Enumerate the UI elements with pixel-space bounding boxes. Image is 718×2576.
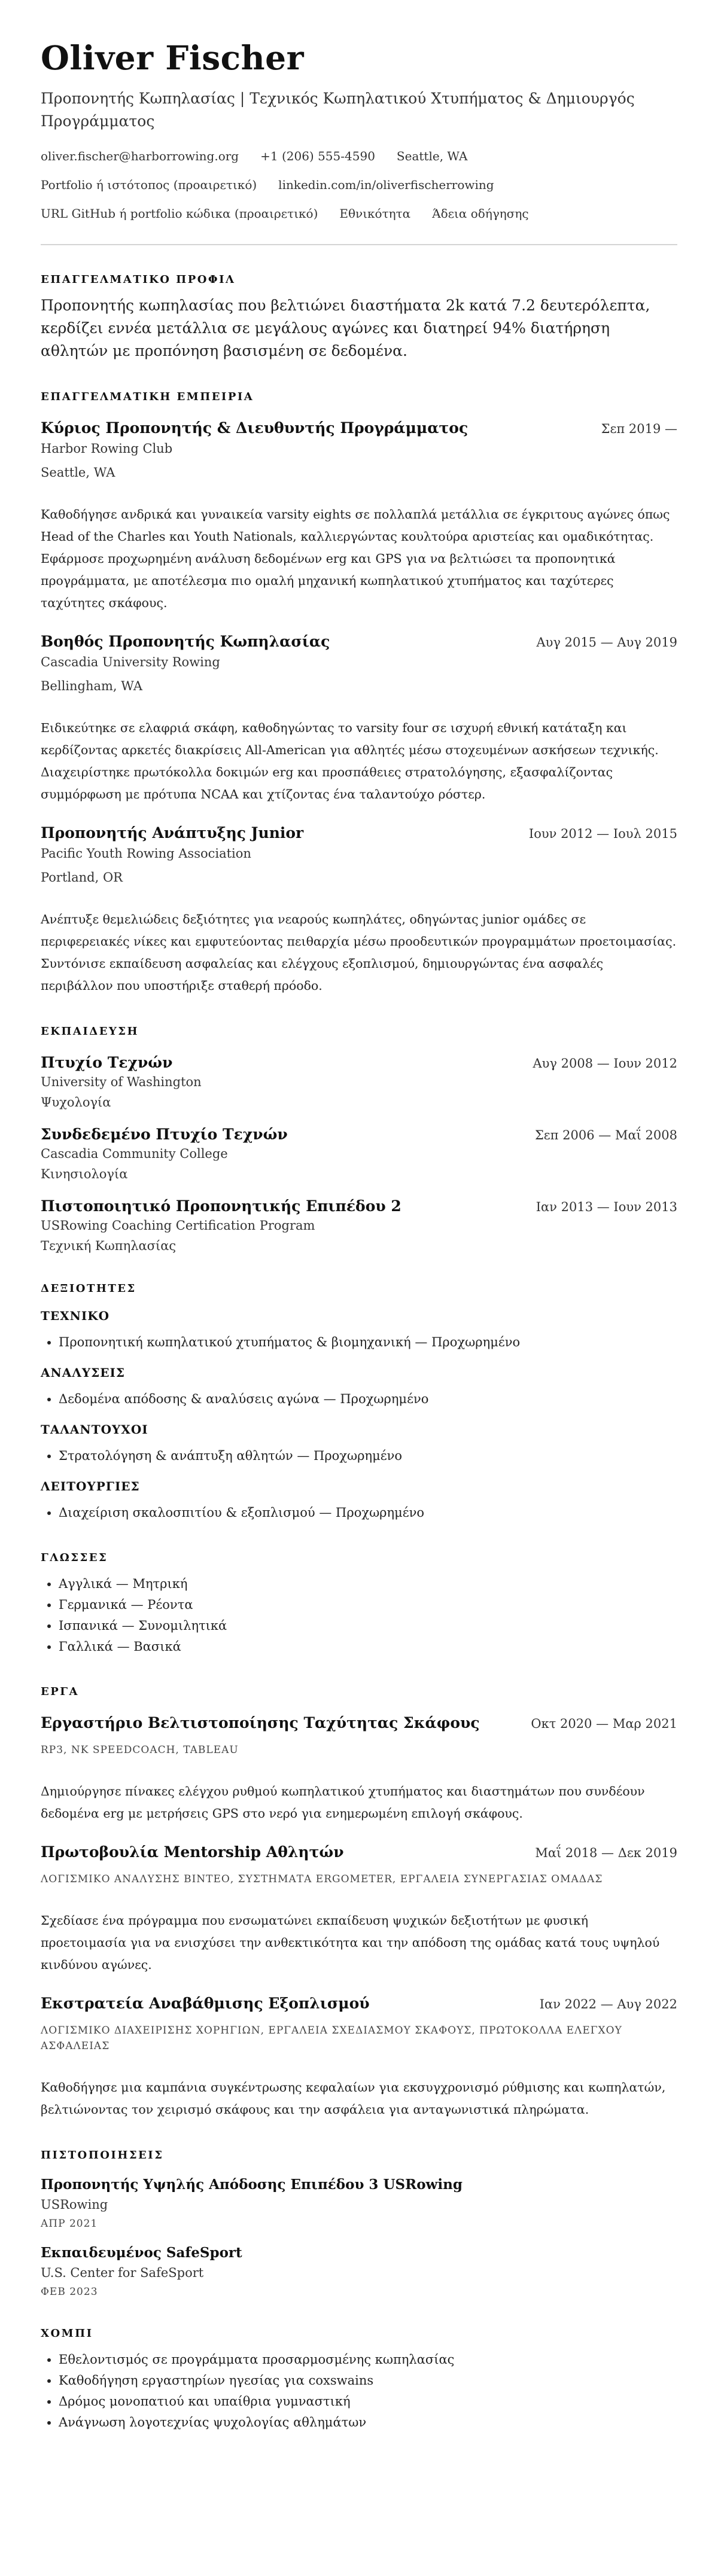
header-divider (41, 244, 677, 245)
certification-entry (41, 2244, 677, 2299)
project-description: Σχεδίασε ένα πρόγραμμα που ενσωματώνει εκπαίδευση ψυχικών δεξιοτήτων με φυσική προετοιμασία για να ενισχύσει την ανθεκτικότητα και την απόδοση της ομάδας κατά τους υψηλού κινδύνου αγώνες. (41, 1913, 660, 1972)
resume-header (41, 37, 677, 221)
project-name: Εργαστήριο Βελτιστοποίησης Ταχύτητας Σκάφους (41, 1714, 480, 1731)
job-employer: Pacific Youth Rowing Association (41, 846, 251, 861)
skill-group-name: ΤΕΧΝΙΚΟ (41, 1309, 110, 1323)
certification-issuer: USRowing (41, 2197, 108, 2212)
summary-text: Προπονητής κωπηλασίας που βελτιώνει διαστήματα 2k κατά 7.2 δευτερόλεπτα, κερδίζει εννέα μετάλλια σε μεγάλους αγώνες και διατηρεί 94% διατήρηση αθλητών με προπόνηση βασισμένη σε δεδομένα. (41, 297, 650, 359)
section-title-education: ΕΚΠΑΙΔΕΥΣΗ (41, 1025, 139, 1038)
list-item: • Δρόμος μονοπατιού και υπαίθρια γυμναστική (59, 2391, 677, 2412)
list-item: • Εθελοντισμός σε προγράμματα προσαρμοσμένης κωπηλασίας (59, 2349, 677, 2370)
project-entry (41, 1843, 677, 1976)
job-employer: Harbor Rowing Club (41, 441, 173, 456)
job-dates: Ιουν 2012 — Ιουλ 2015 (528, 827, 677, 841)
project-tech: ΛΟΓΙΣΜΙΚΟ ΔΙΑΧΕΙΡΙΣΗΣ ΧΟΡΗΓΙΩΝ, ΕΡΓΑΛΕΙΑ ΣΧΕΔΙΑΣΜΟΥ ΣΚΑΦΟΥΣ, ΠΡΩΤΟΚΟΛΛΑ ΕΛΕΓΧΟΥ ΑΣΦΑΛΕΙΑΣ (41, 2025, 622, 2052)
job-employer: Cascadia University Rowing (41, 655, 220, 669)
contact-row-1 (41, 148, 677, 164)
contact-phone[interactable]: +1 (206) 555-4590 (260, 149, 375, 163)
summary-section (41, 273, 677, 362)
job-location: Bellingham, WA (41, 679, 142, 693)
contact-row-3 (41, 206, 677, 221)
job-title: Κύριος Προπονητής & Διευθυντής Προγράμματος (41, 419, 468, 437)
skill-group (41, 1308, 677, 1353)
list-item: • Γαλλικά — Βασικά (59, 1636, 677, 1657)
section-title-languages: ΓΛΩΣΣΕΣ (41, 1551, 108, 1564)
experience-entry (41, 824, 677, 997)
study-field: Κινησιολογία (41, 1167, 128, 1181)
certification-date: ΦΕΒ 2023 (41, 2286, 98, 2298)
list-item: • Αγγλικά — Μητρική (59, 1574, 677, 1595)
contact-portfolio[interactable]: Portfolio ή ιστότοπος (προαιρετικό) (41, 178, 257, 192)
experience-entry (41, 419, 677, 614)
skills-section (41, 1282, 677, 1523)
section-title-experience: ΕΠΑΓΓΕΛΜΑΤΙΚΗ ΕΜΠΕΙΡΙΑ (41, 391, 254, 403)
skill-group-name: ΑΝΑΛΥΣΕΙΣ (41, 1365, 125, 1380)
project-entry (41, 1714, 677, 1825)
section-title-projects: ΕΡΓΑ (41, 1685, 79, 1698)
degree-title: Συνδεδεμένο Πτυχίο Τεχνών (41, 1126, 288, 1143)
certification-entry (41, 2176, 677, 2231)
job-description: Καθοδήγησε ανδρικά και γυναικεία varsity eights σε πολλαπλά μετάλλια σε έγκριτους αγώνες όπως Head of the Charles και Youth Nationals, καλλιεργώντας κουλτούρα αριστείας και ομαδικότητας. Εφάρμοσε προχωρημένη ανάλυση δεδομένων erg και GPS για να βελτιώσει τα προπονητικά προγράμματα, με αποτέλεσμα πιο ομαλή μηχανική κωπηλατικού χτυπήματος και ταχύτερες ταχύτητες σκάφους. (41, 507, 670, 610)
skill-group (41, 1422, 677, 1467)
project-name: Εκστρατεία Αναβάθμισης Εξοπλισμού (41, 1995, 370, 2012)
job-title: Προπονητής Ανάπτυξης Junior (41, 824, 304, 842)
school-name: USRowing Coaching Certification Program (41, 1218, 315, 1233)
section-title-summary: ΕΠΑΓΓΕΛΜΑΤΙΚΟ ΠΡΟΦΙΛ (41, 273, 236, 286)
job-location: Portland, OR (41, 870, 123, 885)
contact-location: Seattle, WA (396, 149, 468, 163)
study-field: Τεχνική Κωπηλασίας (41, 1239, 177, 1253)
project-description: Δημιούργησε πίνακες ελέγχου ρυθμού κωπηλατικού χτυπήματος και διαστημάτων που συνδέουν δεδομένα erg με μετρήσεις GPS στο νερό για ενημερωμένη επιλογή σκάφους. (41, 1784, 645, 1821)
skill-group (41, 1365, 677, 1410)
list-item: • Ισπανικά — Συνομιλητικά (59, 1615, 677, 1636)
degree-dates: Σεπ 2006 — Μαΐ 2008 (534, 1128, 677, 1142)
study-field: Ψυχολογία (41, 1095, 111, 1109)
candidate-headline: Προπονητής Κωπηλασίας | Τεχνικός Κωπηλατικού Χτυπήματος & Δημιουργός Προγράμματος (41, 90, 635, 130)
job-description: Ανέπτυξε θεμελιώδεις δεξιότητες για νεαρούς κωπηλάτες, οδηγώντας junior ομάδες σε περιφερειακές νίκες και εμφυτεύοντας πειθαρχία μέσω προοδευτικών προγραμμάτων προετοιμασίας. Συντόνισε εκπαίδευση ασφαλείας και ελέγχους εξοπλισμού, δημιουργώντας ένα ασφαλές περιβάλλον που υποστήριξε σταθερή πρόοδο. (41, 912, 677, 993)
list-item: • Καθοδήγηση εργαστηρίων ηγεσίας για coxswains (59, 2370, 677, 2391)
education-section (41, 1025, 677, 1254)
contact-nationality: Εθνικότητα (339, 206, 411, 221)
education-entry (41, 1197, 677, 1254)
project-dates: Ιαν 2022 — Αυγ 2022 (539, 1997, 677, 2011)
hobbies-section (41, 2327, 677, 2433)
job-dates: Σεπ 2019 — (601, 422, 677, 436)
school-name: Cascadia Community College (41, 1147, 228, 1161)
list-item: • Δεδομένα απόδοσης & αναλύσεις αγώνα — Προχωρημένο (59, 1389, 677, 1410)
projects-section (41, 1685, 677, 2121)
contact-row-2 (41, 177, 677, 193)
project-dates: Μαΐ 2018 — Δεκ 2019 (535, 1846, 677, 1860)
list-item: • Διαχείριση σκαλοσπιτίου & εξοπλισμού — Προχωρημένο (59, 1502, 677, 1523)
project-dates: Οκτ 2020 — Μαρ 2021 (531, 1717, 677, 1731)
job-title: Βοηθός Προπονητής Κωπηλασίας (41, 633, 330, 650)
certification-issuer: U.S. Center for SafeSport (41, 2266, 204, 2280)
section-title-skills: ΔΕΞΙΟΤΗΤΕΣ (41, 1282, 136, 1295)
section-title-certifications: ΠΙΣΤΟΠΟΙΗΣΕΙΣ (41, 2149, 164, 2162)
education-entry (41, 1125, 677, 1182)
certifications-section (41, 2148, 677, 2299)
project-tech: ΛΟΓΙΣΜΙΚΟ ΑΝΑΛΥΣΗΣ ΒΙΝΤΕΟ, ΣΥΣΤΗΜΑΤΑ ERGOMETER, ΕΡΓΑΛΕΙΑ ΣΥΝΕΡΓΑΣΙΑΣ ΟΜΑΔΑΣ (41, 1873, 603, 1885)
language-list (41, 1574, 677, 1657)
education-entry (41, 1053, 677, 1111)
project-name: Πρωτοβουλία Mentorship Αθλητών (41, 1843, 344, 1861)
skill-group-name: ΤΑΛΑΝΤΟΥΧΟΙ (41, 1422, 148, 1437)
contact-github[interactable]: URL GitHub ή portfolio κώδικα (προαιρετικό) (41, 206, 318, 221)
degree-dates: Αυγ 2008 — Ιουν 2012 (533, 1056, 677, 1071)
list-item: • Γερμανικά — Ρέοντα (59, 1595, 677, 1615)
experience-section (41, 390, 677, 997)
skill-group (41, 1478, 677, 1523)
job-description: Ειδικεύτηκε σε ελαφριά σκάφη, καθοδηγώντας το varsity four σε ισχυρή εθνική κατάταξη και κερδίζοντας αρκετές διακρίσεις All-American για αθλητές μέσω στοχευμένων ασκήσεων τεχνικής. Διαχειρίστηκε πρωτόκολλα δοκιμών erg και προσπάθειες στρατολόγησης, εξασφαλίζοντας συμμόρφωση με πρότυπα NCAA και χτίζοντας ένα ταλαντούχο ρόστερ. (41, 721, 659, 801)
contact-email[interactable]: oliver.fischer@harborrowing.org (41, 149, 239, 163)
contact-linkedin[interactable]: linkedin.com/in/oliverfischerrowing (278, 178, 494, 192)
job-dates: Αυγ 2015 — Αυγ 2019 (536, 635, 677, 650)
languages-section (41, 1551, 677, 1657)
hobby-list (41, 2349, 677, 2433)
candidate-name: Oliver Fischer (41, 38, 305, 77)
list-item: • Στρατολόγηση & ανάπτυξη αθλητών — Προχωρημένο (59, 1446, 677, 1467)
school-name: University of Washington (41, 1075, 202, 1089)
degree-title: Πιστοποιητικό Προπονητικής Επιπέδου 2 (41, 1197, 401, 1215)
degree-dates: Ιαν 2013 — Ιουν 2013 (536, 1200, 677, 1214)
skill-list (41, 1389, 677, 1410)
project-tech: RP3, NK SPEEDCOACH, TABLEAU (41, 1744, 239, 1756)
skill-list (41, 1446, 677, 1467)
certification-date: ΑΠΡ 2021 (41, 2218, 98, 2230)
contact-driving-license: Άδεια οδήγησης (432, 206, 529, 221)
degree-title: Πτυχίο Τεχνών (41, 1054, 173, 1071)
skill-group-name: ΛΕΙΤΟΥΡΓΙΕΣ (41, 1479, 140, 1493)
job-location: Seattle, WA (41, 465, 115, 480)
certification-name: Προπονητής Υψηλής Απόδοσης Επιπέδου 3 USRowing (41, 2176, 463, 2193)
certification-name: Εκπαιδευμένος SafeSport (41, 2245, 242, 2261)
experience-entry (41, 632, 677, 806)
list-item: • Ανάγνωση λογοτεχνίας ψυχολογίας αθλημάτων (59, 2412, 677, 2433)
project-description: Καθοδήγησε μια καμπάνια συγκέντρωσης κεφαλαίων για εκσυγχρονισμό ρύθμισης και κωπηλατών, βελτιώνοντας τον χειρισμό σκάφους και την ασφάλεια για ανταγωνιστικά πληρώματα. (41, 2080, 666, 2117)
list-item: • Προπονητική κωπηλατικού χτυπήματος & βιομηχανική — Προχωρημένο (59, 1332, 677, 1353)
skill-list (41, 1502, 677, 1523)
section-title-hobbies: ΧΟΜΠΙ (41, 2327, 93, 2340)
skill-list (41, 1332, 677, 1353)
project-entry (41, 1994, 677, 2121)
